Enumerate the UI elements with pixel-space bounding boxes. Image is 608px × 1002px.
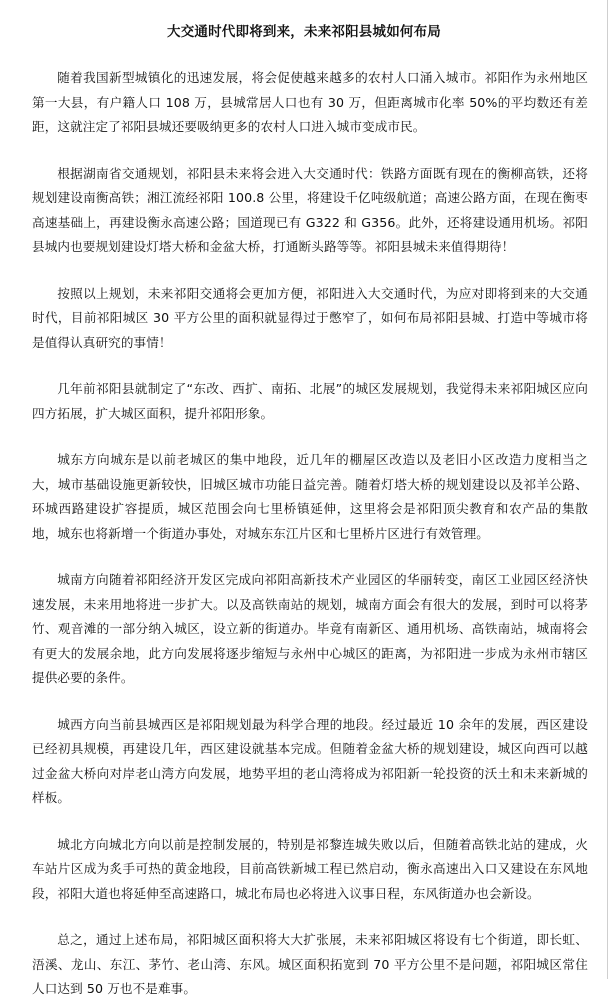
paragraph-development-plan: 几年前祁阳县就制定了“东改、西扩、南拓、北展”的城区发展规划，我觉得未来祁阳城区应向四方拓展，扩大城区面积，提升祁阳形象。 — [32, 381, 588, 421]
paragraph-area-need: 按照以上规划，未来祁阳交通将会更加方便，祁阳进入大交通时代，为应对即将到来的大交通时代，目前祁阳城区 30 平方公里的面积就显得过于憋窄了，如何布局祁阳县城、打造中等城市将是值得认真研究的事情！ — [32, 285, 588, 350]
paragraph-north: 城北方向城北方向以前是控制发展的，特别是祁黎连城失败以后，但随着高铁北站的建成，火车站片区成为炙手可热的黄金地段，目前高铁新城工程已然启动，衡永高速出入口又建设在东风地段，祁阳大道也将延伸至高速路口，城北布局也必将进入议事日程，东风街道办也会新设。 — [32, 836, 588, 901]
paragraph-conclusion: 总之，通过上述布局，祁阳城区面积将大大扩张展，未来祁阳城区将设有七个街道，即长虹、浯溪、龙山、东江、茅竹、老山湾、东风。城区面积拓宽到 70 平方公里不是问题，祁阳城区常住人口达到 50 万也不是难事。 — [32, 932, 588, 996]
paragraph-intro: 随着我国新型城镇化的迅速发展，将会促使越来越多的农村人口涌入城市。祁阳作为永州地区第一大县，有户籍人口 108 万，县城常居人口也有 30 万，但距离城市化率 50%的平均数还有差距，这就注定了祁阳县城还要吸纳更多的农村人口进入城市变成市民。 — [32, 70, 588, 134]
paragraph-east: 城东方向城东是以前老城区的集中地段，近几年的棚屋区改造以及老旧小区改造力度相当之大，城市基础设施更新较快，旧城区城市功能日益完善。随着灯塔大桥的规划建设以及祁羊公路、环城西路建设扩容提质，城区范围会向七里桥镇延伸，这里将会是祁阳顶尖教育和农产品的集散地，城东也将新增一个街道办事处，对城东东江片区和七里桥片区进行有效管理。 — [32, 452, 588, 541]
paragraph-transport-plan: 根据湖南省交通规划，祁阳县未来将会进入大交通时代：铁路方面既有现在的衡柳高铁，还将规划建设南衡高铁；湘江流经祁阳 100.8 公里，将建设千亿吨级航道；高速公路方面，在现在衡枣高速基础上，再建设衡永高速公路；国道现已有 G322 和 G356。此外，还将建设通用机场。祁阳县城内也要规划建设灯塔大桥和金盆大桥，打通断头路等等。祁阳县城未来值得期待！ — [32, 165, 588, 254]
document-title: 大交通时代即将到来，未来祁阳县城如何布局 — [167, 24, 441, 40]
paragraph-west: 城西方向当前县城西区是祁阳规划最为科学合理的地段。经过最近 10 余年的发展，西区建设已经初具规模，再建设几年，西区建设就基本完成。但随着金盆大桥的规划建设，城区向西可以越过金盆大桥向对岸老山湾方向发展，地势平坦的老山湾将成为祁阳新一轮投资的沃土和未来新城的样板。 — [32, 716, 588, 805]
document-body — [32, 66, 588, 1002]
paragraph-south: 城南方向随着祁阳经济开发区完成向祁阳高新技术产业园区的华丽转变，南区工业园区经济快速发展，未来用地将进一步扩大。以及高铁南站的规划，城南方面会有很大的发展，到时可以将茅竹、观音滩的一部分纳入城区，设立新的街道办。毕竟有南新区、通用机场、高铁南站，城南将会有更大的发展余地，此方向发展将逐步缩短与永州中心城区的距离，为祁阳进一步成为永州市辖区提供必要的条件。 — [32, 572, 588, 685]
